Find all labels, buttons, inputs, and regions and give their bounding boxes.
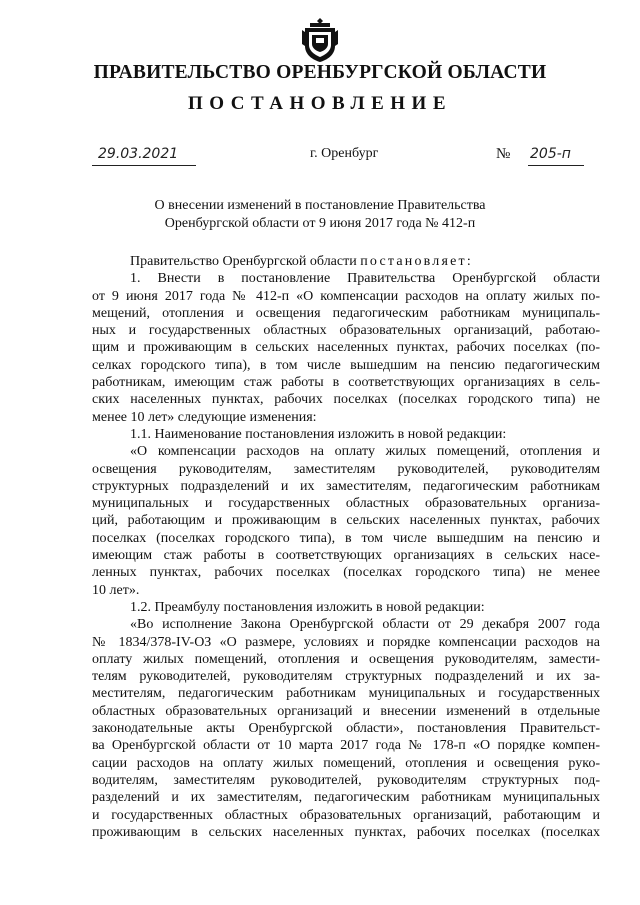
body-line: «О компенсации расходов на оплату жилых помещений, отопления и <box>130 444 600 460</box>
decree-date: 29.03.2021 <box>98 146 179 162</box>
body-line: менее 10 лет» следующие изменения: <box>92 409 317 425</box>
body-line: телям руководителей, руководителям структурных подразделений и их за- <box>92 669 600 685</box>
body-line: областных образовательных организаций и внесении изменений в отдельные <box>92 703 600 719</box>
city: г. Оренбург <box>310 146 379 161</box>
preamble-resolves: постановляет: <box>360 254 473 269</box>
body-line: законодательные акты Оренбургской области», постановления Правительст- <box>92 721 600 737</box>
number-label: № <box>496 146 511 162</box>
body-line: освещения руководителям, заместителям руководителей, руководителям <box>92 461 600 477</box>
subject-line: О внесении изменений в постановление Правительства <box>154 198 486 213</box>
body-line: проживающим в сельских населенных пунктах, рабочих поселках (поселках <box>92 824 600 840</box>
body-line: водителям, заместителям руководителей, руководителям структурных под- <box>92 772 600 788</box>
date-underline <box>92 165 196 166</box>
body-line: 1.2. Преамбулу постановления изложить в новой редакции: <box>130 599 485 615</box>
body-line: ций, работающим и проживающим в сельских населенных пунктах, рабочих <box>92 513 600 529</box>
body-line: оплату жилых помещений, отопления и освещения руководителям, замести- <box>92 651 600 667</box>
decree-body <box>92 253 600 841</box>
body-line: 1.1. Наименование постановления изложить в новой редакции: <box>130 426 507 442</box>
body-line: ных и государственных областных образовательных организаций, работаю- <box>92 323 600 339</box>
body-line: муниципальных и государственных областных образовательных организа- <box>92 496 600 512</box>
subject-line: Оренбургской области от 9 июня 2017 года № 412-п <box>164 215 476 231</box>
preamble-text: Правительство Оренбургской области <box>130 254 361 269</box>
government-title: ПРАВИТЕЛЬСТВО ОРЕНБУРГСКОЙ ОБЛАСТИ <box>93 62 547 83</box>
body-line: имеющим стаж работы в соответствующих организациях в сельских насе- <box>92 548 600 564</box>
body-line: ва Оренбургской области от 10 марта 2017 года № 178-п «О порядке компен- <box>92 738 600 754</box>
body-line: мещений, отопления и освещения педагогическим работникам муниципаль- <box>92 305 600 321</box>
body-line: щим и проживающим в сельских населенных пунктах, рабочих поселках (по- <box>92 340 600 356</box>
body-line: и государственных областных образовательных организаций, работающим и <box>92 807 600 823</box>
body-line: 1. Внести в постановление Правительства Оренбургской области <box>130 271 600 287</box>
number-underline <box>528 165 584 166</box>
body-line: от 9 июня 2017 года № 412-п «О компенсации расходов на оплату жилых по- <box>92 288 600 304</box>
document-type: ПОСТАНОВЛЕНИЕ <box>187 93 453 114</box>
coat-of-arms-icon <box>301 16 339 64</box>
body-line: структурных подразделений и их заместителям, педагогическим работникам <box>92 478 600 494</box>
body-line: № 1834/378-IV-ОЗ «О размере, условиях и порядке компенсации расходов на <box>92 634 600 650</box>
body-line: «Во исполнение Закона Оренбургской области от 29 декабря 2007 года <box>130 617 600 633</box>
body-line: разделений и их заместителям, педагогическим работникам муниципальных <box>92 790 600 806</box>
body-line: ленных пунктах, рабочих поселках (поселках городского типа) не менее <box>92 565 600 581</box>
body-line: ских населенных пунктах, рабочих поселках (поселках городского типа) не <box>92 392 600 408</box>
body-line: местителям, педагогическим работникам муниципальных и государственных <box>92 686 600 702</box>
decree-subject <box>0 197 640 232</box>
decree-number: 205-п <box>530 146 571 162</box>
body-line: поселках (поселках городского типа), в том числе вышедшим на пенсию и <box>92 530 600 546</box>
body-line: сации расходов на оплату жилых помещений, отопления и освещения руко- <box>92 755 600 771</box>
body-line: работникам, имеющим стаж работы в соответствующих организациях в сель- <box>92 375 600 391</box>
body-line: 10 лет». <box>92 582 140 598</box>
body-line: селках городского типа), в том числе вышедшим на пенсию педагогическим <box>92 357 600 373</box>
preamble <box>92 253 600 270</box>
